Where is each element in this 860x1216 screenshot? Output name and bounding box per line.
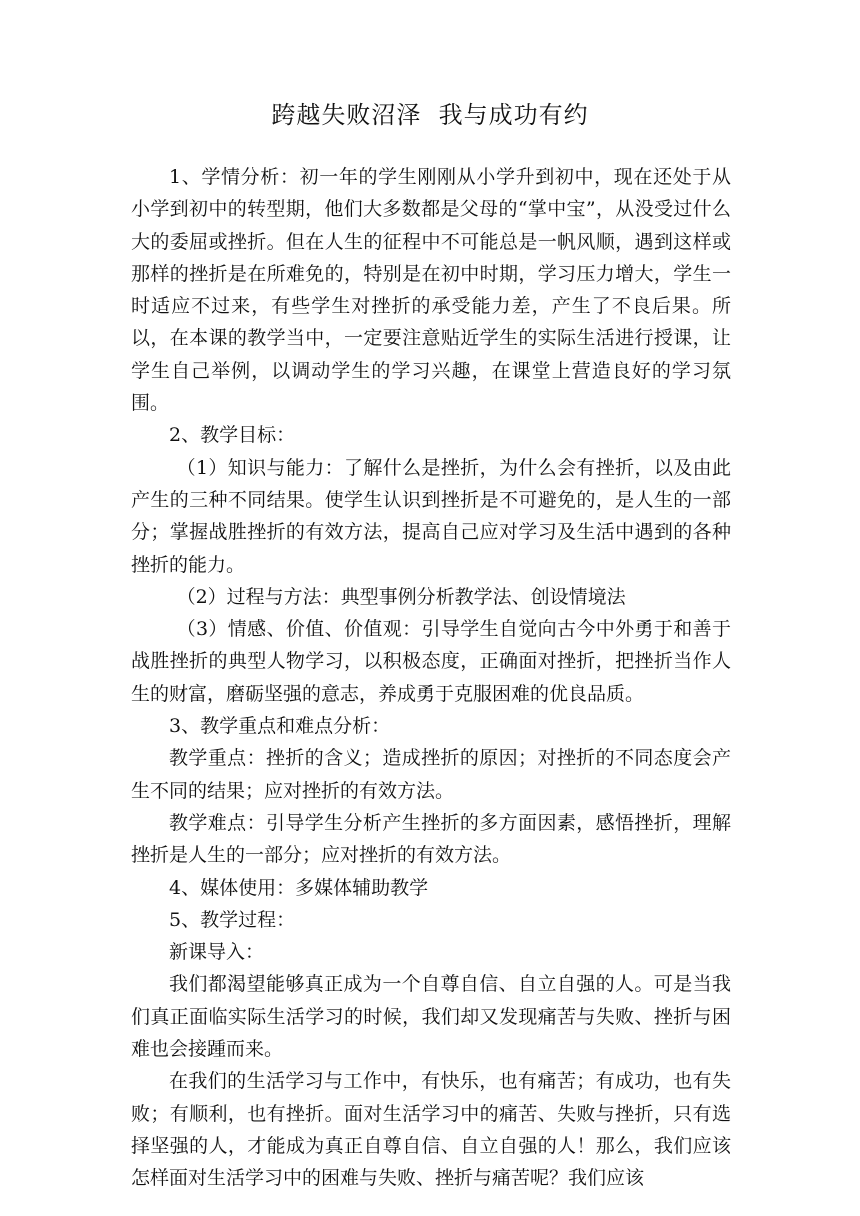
heading-teaching-process: 5、教学过程：: [169, 908, 296, 931]
paragraph-intro-2: 在我们的生活学习与工作中，有快乐，也有痛苦；有成功，也有失败；有顺利，也有挫折。面对生活学习中的痛苦、失败与挫折，只有选择坚强的人，才能成为真正自尊自信、自立自强的人！那么，我们应该怎样面对生活学习中的困难与失败、挫折与痛苦呢？我们应该: [131, 1070, 731, 1190]
heading-teaching-goals: 2、教学目标：: [169, 424, 296, 447]
heading-key-points: 3、教学重点和难点分析：: [169, 715, 391, 738]
document-title: 跨越失败沼泽 我与成功有约: [271, 101, 589, 129]
paragraph-knowledge-ability: （1）知识与能力：了解什么是挫折，为什么会有挫折，以及由此产生的三种不同结果。使学生认识到挫折是不可避免的，是人生的一部分；掌握战胜挫折的有效方法，提高自己应对学习及生活中遇到的各种挫折的能力。: [131, 456, 731, 576]
paragraph-difficult-point: 教学难点：引导学生分析产生挫折的多方面因素，感悟挫折，理解挫折是人生的一部分；应对挫折的有效方法。: [131, 811, 731, 867]
paragraph-learning-analysis: 1、学情分析：初一年的学生刚刚从小学升到初中，现在还处于从小学到初中的转型期，他们大多数都是父母的“掌中宝”，从没受过什么大的委屈或挫折。但在人生的征程中不可能总是一帆风顺，遇到这样或那样的挫折是在所难免的，特别是在初中时期，学习压力增大，学生一时适应不过来，有些学生对挫折的承受能力差，产生了不良后果。所以，在本课的教学当中，一定要注意贴近学生的实际生活进行授课，让学生自己举例，以调动学生的学习兴趣，在课堂上营造良好的学习氛围。: [131, 166, 731, 415]
paragraph-intro-1: 我们都渴望能够真正成为一个自尊自信、自立自强的人。可是当我们真正面临实际生活学习的时候，我们却又发现痛苦与失败、挫折与困难也会接踵而来。: [131, 973, 731, 1061]
paragraph-media-use: 4、媒体使用：多媒体辅助教学: [169, 876, 429, 899]
paragraph-emotion-values: （3）情感、价值、价值观：引导学生自觉向古今中外勇于和善于战胜挫折的典型人物学习，以积极态度，正确面对挫折，把挫折当作人生的财富，磨砺坚强的意志，养成勇于克服困难的优良品质。: [131, 618, 731, 705]
paragraph-key-point: 教学重点：挫折的含义；造成挫折的原因；对挫折的不同态度会产生不同的结果；应对挫折的有效方法。: [131, 747, 731, 802]
document-body: [131, 161, 731, 1195]
paragraph-process-method: （2）过程与方法：典型事例分析教学法、创设情境法: [176, 585, 626, 608]
heading-lesson-intro: 新课导入：: [169, 941, 265, 964]
